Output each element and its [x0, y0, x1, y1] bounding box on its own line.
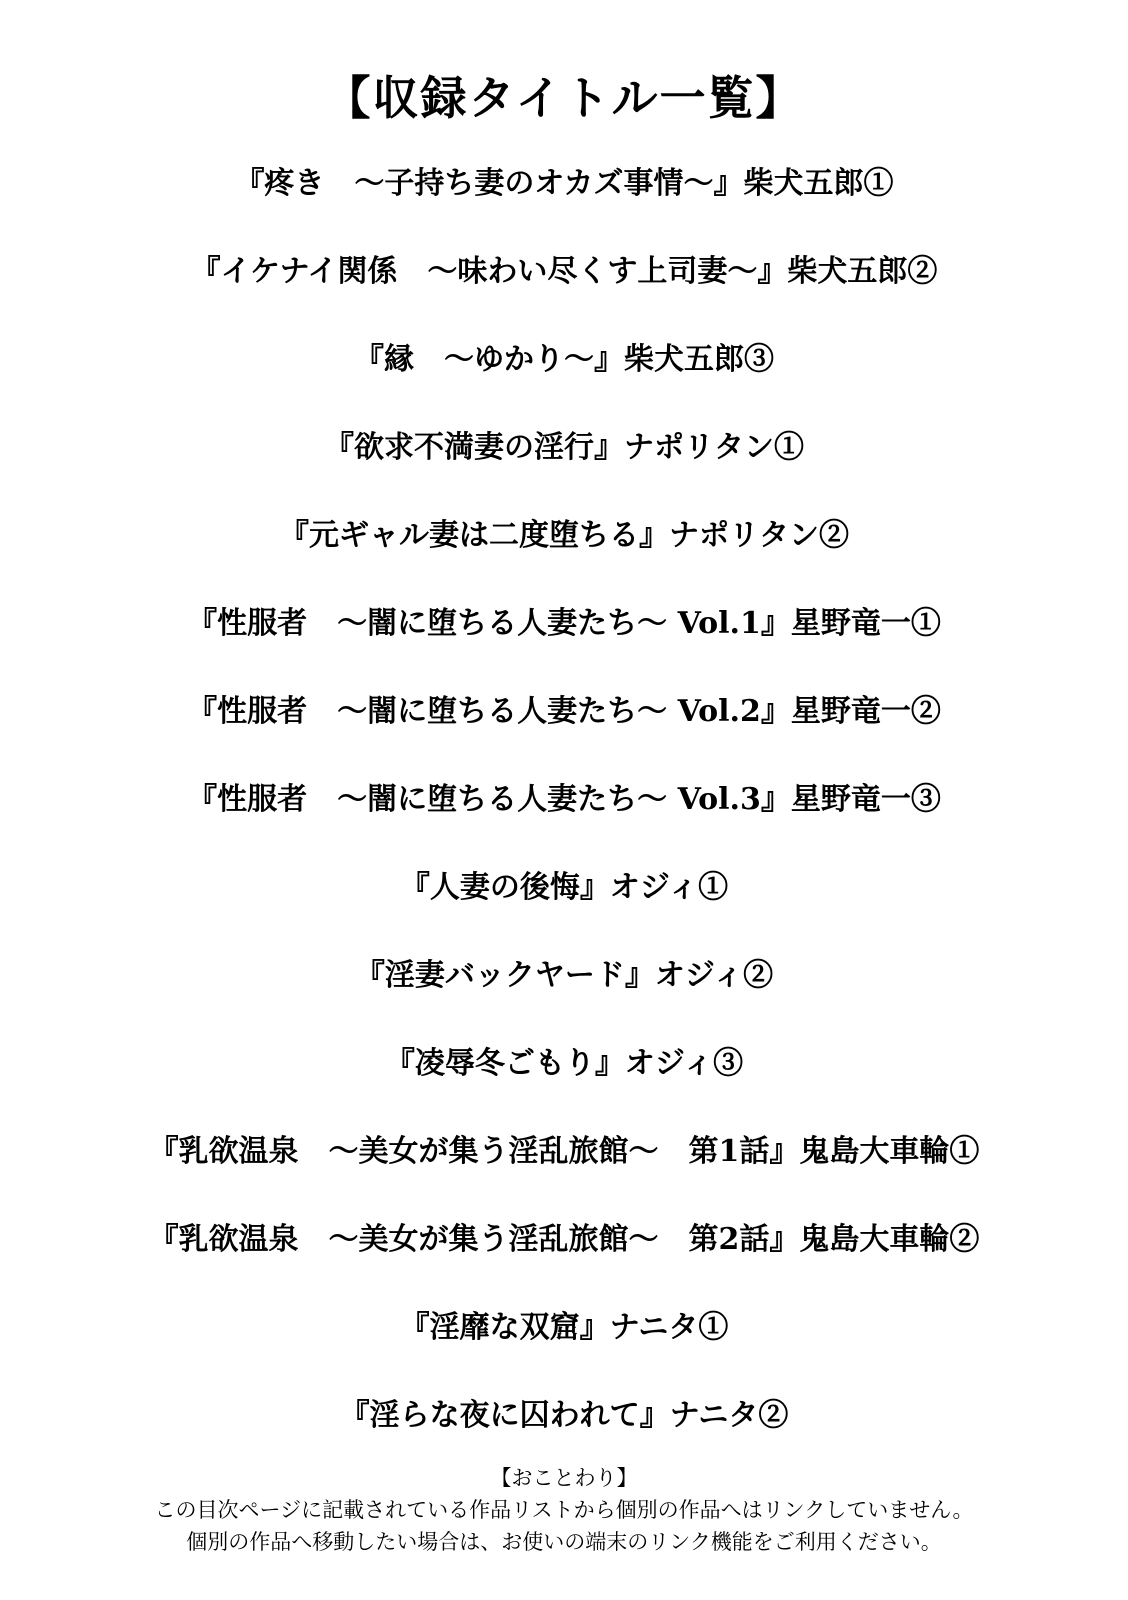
page-title: 【収録タイトル一覧】	[324, 71, 804, 125]
title-item-7: 『性服者 ～闇に堕ちる人妻たち～ Vol.2』星野竜一②	[187, 694, 941, 729]
title-list	[0, 160, 1128, 1480]
title-item-9: 『人妻の後悔』オジィ①	[399, 870, 729, 905]
title-item-5: 『元ギャル妻は二度堕ちる』ナポリタン②	[279, 518, 849, 553]
title-item-6: 『性服者 ～闇に堕ちる人妻たち～ Vol.1』星野竜一①	[187, 606, 941, 641]
notice-line-1: この目次ページに記載されている作品リストから個別の作品へはリンクしていません。	[154, 1498, 974, 1522]
title-item-8: 『性服者 ～闇に堕ちる人妻たち～ Vol.3』星野竜一③	[187, 782, 941, 817]
title-item-11: 『凌辱冬ごもり』オジィ③	[384, 1046, 744, 1081]
title-item-14: 『淫靡な双窟』ナニタ①	[399, 1310, 729, 1345]
title-item-15: 『淫らな夜に囚われて』ナニタ②	[339, 1398, 789, 1433]
title-item-13: 『乳欲温泉 ～美女が集う淫乱旅館～ 第2話』鬼島大車輪②	[148, 1222, 980, 1257]
title-item-3: 『縁 ～ゆかり～』柴犬五郎③	[354, 342, 774, 377]
notice-block	[0, 1462, 1128, 1558]
title-item-2: 『イケナイ関係 ～味わい尽くす上司妻～』柴犬五郎②	[190, 254, 938, 289]
title-item-10: 『淫妻バックヤード』オジィ②	[354, 958, 774, 993]
notice-heading: 【おことわり】	[490, 1466, 638, 1490]
title-item-12: 『乳欲温泉 ～美女が集う淫乱旅館～ 第1話』鬼島大車輪①	[148, 1134, 980, 1169]
notice-line-2: 個別の作品へ移動したい場合は、お使いの端末のリンク機能をご利用ください。	[186, 1530, 942, 1554]
title-item-1: 『疼き ～子持ち妻のオカズ事情～』柴犬五郎①	[234, 166, 894, 201]
title-item-4: 『欲求不満妻の淫行』ナポリタン①	[324, 430, 804, 465]
